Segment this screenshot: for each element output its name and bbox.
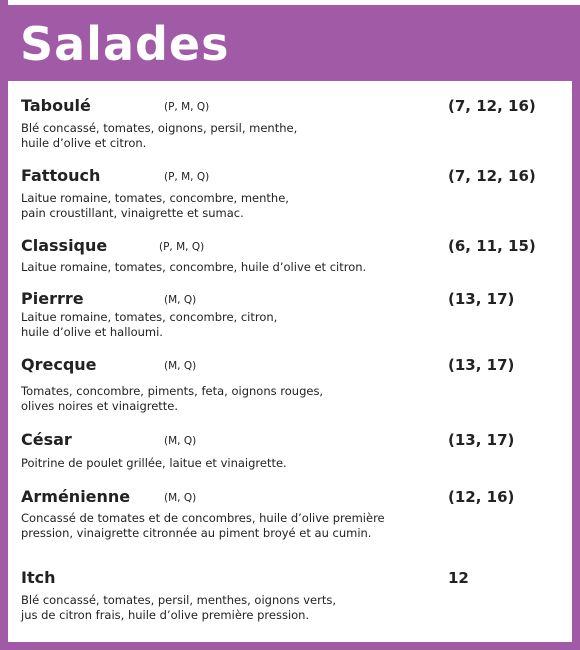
item-prices: (7, 12, 16)	[448, 167, 536, 185]
menu-panel	[8, 81, 572, 642]
item-name: Arménienne	[21, 487, 131, 506]
item-prices: (7, 12, 16)	[448, 97, 536, 115]
item-description-line: Tomates, concombre, piments, feta, oignons rouges,	[21, 384, 324, 398]
item-description-line: Laitue romaine, tomates, concombre, citron,	[21, 310, 278, 324]
item-size-codes: (P, M, Q)	[164, 101, 210, 113]
item-size-codes: (M, Q)	[164, 294, 197, 306]
item-prices: 12	[448, 569, 469, 587]
item-description-line: Poitrine de poulet grillée, laitue et vinaigrette.	[21, 456, 287, 470]
item-prices: (13, 17)	[448, 431, 515, 449]
item-description-line: Blé concassé, tomates, persil, menthes, oignons verts,	[21, 593, 336, 607]
item-prices: (13, 17)	[448, 290, 515, 308]
item-prices: (12, 16)	[448, 488, 515, 506]
item-description-line: huile d’olive et halloumi.	[21, 325, 163, 339]
top-border	[8, 0, 580, 5]
item-description-line: Laitue romaine, tomates, concombre, huile d’olive et citron.	[21, 260, 367, 274]
item-size-codes: (M, Q)	[164, 360, 197, 372]
item-name: Pierrre	[21, 289, 84, 308]
item-name: Fattouch	[21, 166, 101, 185]
item-description-line: Concassé de tomates et de concombres, huile d’olive première	[21, 511, 385, 525]
item-description-line: olives noires et vinaigrette.	[21, 399, 179, 413]
item-description-line: Laitue romaine, tomates, concombre, menthe,	[21, 191, 289, 205]
page-title: Salades	[20, 17, 230, 71]
item-name: Itch	[21, 568, 56, 587]
item-description-line: pression, vinaigrette citronnée au piment broyé et au cumin.	[21, 526, 372, 540]
item-name: Qrecque	[21, 355, 97, 374]
item-description-line: pain croustillant, vinaigrette et sumac.	[21, 206, 244, 220]
item-size-codes: (M, Q)	[164, 435, 197, 447]
item-size-codes: (P, M, Q)	[164, 171, 210, 183]
item-name: Taboulé	[21, 96, 91, 115]
item-size-codes: (P, M, Q)	[159, 241, 205, 253]
item-name: César	[21, 430, 72, 449]
item-size-codes: (M, Q)	[164, 492, 197, 504]
item-description-line: jus de citron frais, huile d’olive première pression.	[21, 608, 310, 622]
item-description-line: huile d’olive et citron.	[21, 136, 147, 150]
item-description-line: Blé concassé, tomates, oignons, persil, menthe,	[21, 121, 298, 135]
item-prices: (6, 11, 15)	[448, 237, 536, 255]
item-prices: (13, 17)	[448, 356, 515, 374]
item-name: Classique	[21, 236, 108, 255]
